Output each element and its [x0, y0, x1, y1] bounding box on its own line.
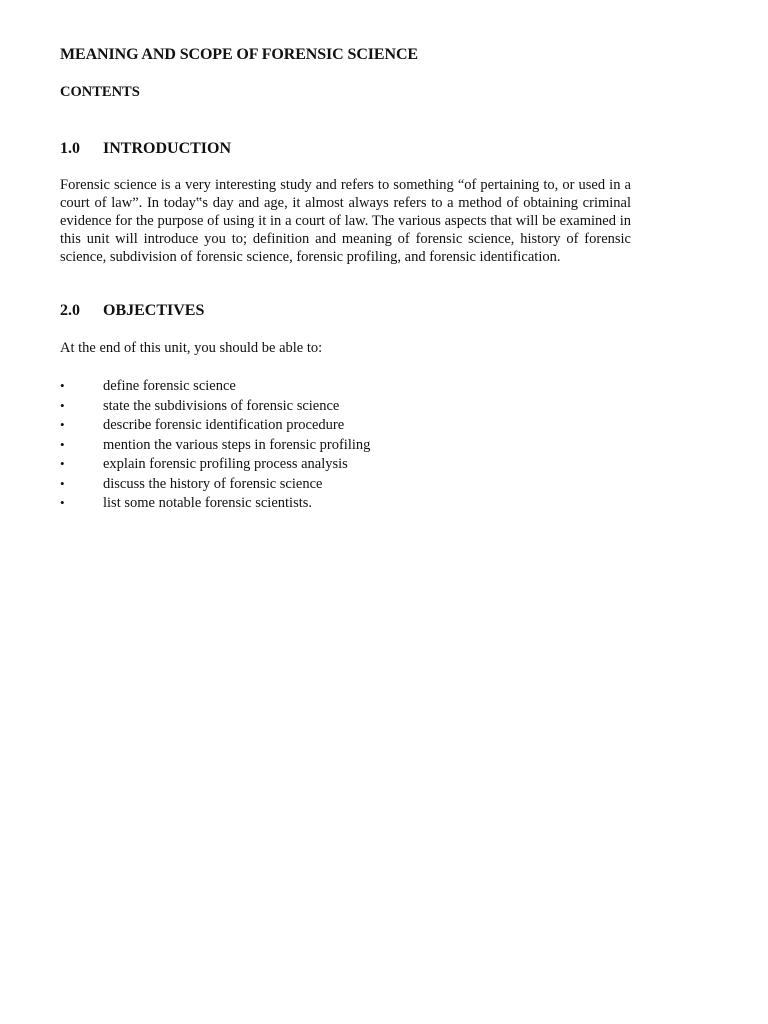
document-title: MEANING AND SCOPE OF FORENSIC SCIENCE	[60, 46, 418, 63]
list-item	[60, 493, 370, 513]
bullet-icon: •	[60, 456, 65, 471]
bullet-icon: •	[60, 417, 65, 432]
list-item-text: mention the various steps in forensic profiling	[103, 436, 371, 453]
bullet-icon: •	[60, 378, 65, 393]
section-heading-introduction	[60, 140, 231, 158]
contents-label: CONTENTS	[60, 84, 140, 100]
section-number: 2.0	[60, 302, 80, 319]
list-item	[60, 474, 370, 494]
bullet-icon: •	[60, 436, 65, 452]
list-item	[60, 435, 370, 455]
introduction-paragraph: Forensic science is a very interesting study and refers to something “of pertaining to, or used in a court of law”. In today‟s day and age, it almost always refers to a method of obtaining criminal evidence for the purpose of using it in a court of law. The various aspects that will be examined in this unit will introduce you to; definition and meaning of forensic science, history of forensic science, subdivision of forensic science, forensic profiling, and forensic identification.	[60, 177, 631, 265]
objectives-lead-text: At the end of this unit, you should be able to:	[60, 340, 323, 356]
list-item-text: define forensic science	[103, 378, 236, 394]
section-number: 1.0	[60, 140, 80, 157]
list-item-text: list some notable forensic scientists.	[103, 495, 313, 511]
objectives-list	[60, 376, 370, 513]
bullet-icon: •	[60, 495, 65, 510]
list-item-text: explain forensic profiling process analysis	[103, 456, 348, 472]
list-item-text: state the subdivisions of forensic science	[103, 397, 340, 414]
list-item	[60, 396, 370, 416]
list-item-text: describe forensic identification procedure	[103, 417, 345, 433]
section-heading-objectives	[60, 302, 204, 320]
list-item	[60, 415, 370, 435]
bullet-icon: •	[60, 397, 65, 413]
list-item	[60, 454, 370, 474]
section-title: OBJECTIVES	[103, 302, 205, 319]
section-title: INTRODUCTION	[103, 140, 232, 157]
list-item-text: discuss the history of forensic science	[103, 475, 323, 492]
bullet-icon: •	[60, 475, 65, 491]
list-item	[60, 376, 370, 396]
